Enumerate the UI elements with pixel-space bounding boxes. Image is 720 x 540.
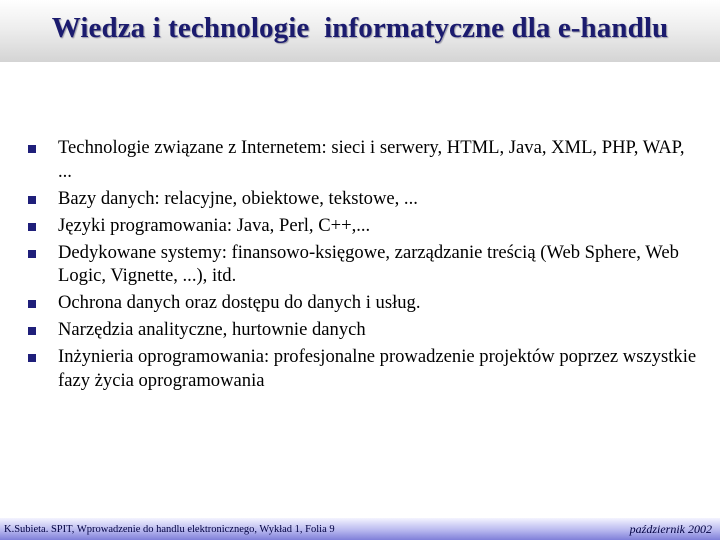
square-bullet-icon (28, 354, 36, 362)
square-bullet-icon (28, 300, 36, 308)
square-bullet-icon (28, 223, 36, 231)
bullet-text: Narzędzia analityczne, hurtownie danych (58, 319, 366, 340)
square-bullet-icon (28, 196, 36, 204)
bullet-item (22, 291, 702, 315)
bullet-item (22, 214, 702, 238)
bullet-text: Bazy danych: relacyjne, obiektowe, tekstowe, ... (58, 187, 418, 209)
square-bullet-icon (28, 327, 36, 335)
bullet-item (22, 187, 702, 211)
square-bullet-icon (28, 250, 36, 258)
bullet-item (22, 345, 702, 392)
bullet-item (22, 241, 702, 288)
bullet-text: Dedykowane systemy: finansowo-księgowe, zarządzanie treścią (Web Sphere, Web Logic, Vignette, ...), itd. (58, 241, 679, 286)
bullet-item (22, 136, 702, 183)
slide-title: Wiedza i technologie informatyczne dla e-handlu (51, 12, 669, 44)
bullet-list (22, 136, 702, 396)
bullet-text: Języki programowania: Java, Perl, C++,... (58, 214, 371, 236)
bullet-text: Ochrona danych oraz dostępu do danych i usług. (58, 292, 421, 313)
footer-date: październik 2002 (629, 522, 712, 536)
bullet-text: Inżynieria oprogramowania: profesjonalne prowadzenie projektów poprzez wszystkie fazy życia oprogramowania (58, 346, 697, 391)
bullet-item (22, 318, 702, 342)
footer-citation: K.Subieta. SPIT, Wprowadzenie do handlu elektronicznego, Wykład 1, Folia 9 (4, 524, 335, 535)
bullet-text: Technologie związane z Internetem: sieci i serwery, HTML, Java, XML, PHP, WAP, ... (58, 137, 685, 182)
square-bullet-icon (28, 145, 36, 153)
